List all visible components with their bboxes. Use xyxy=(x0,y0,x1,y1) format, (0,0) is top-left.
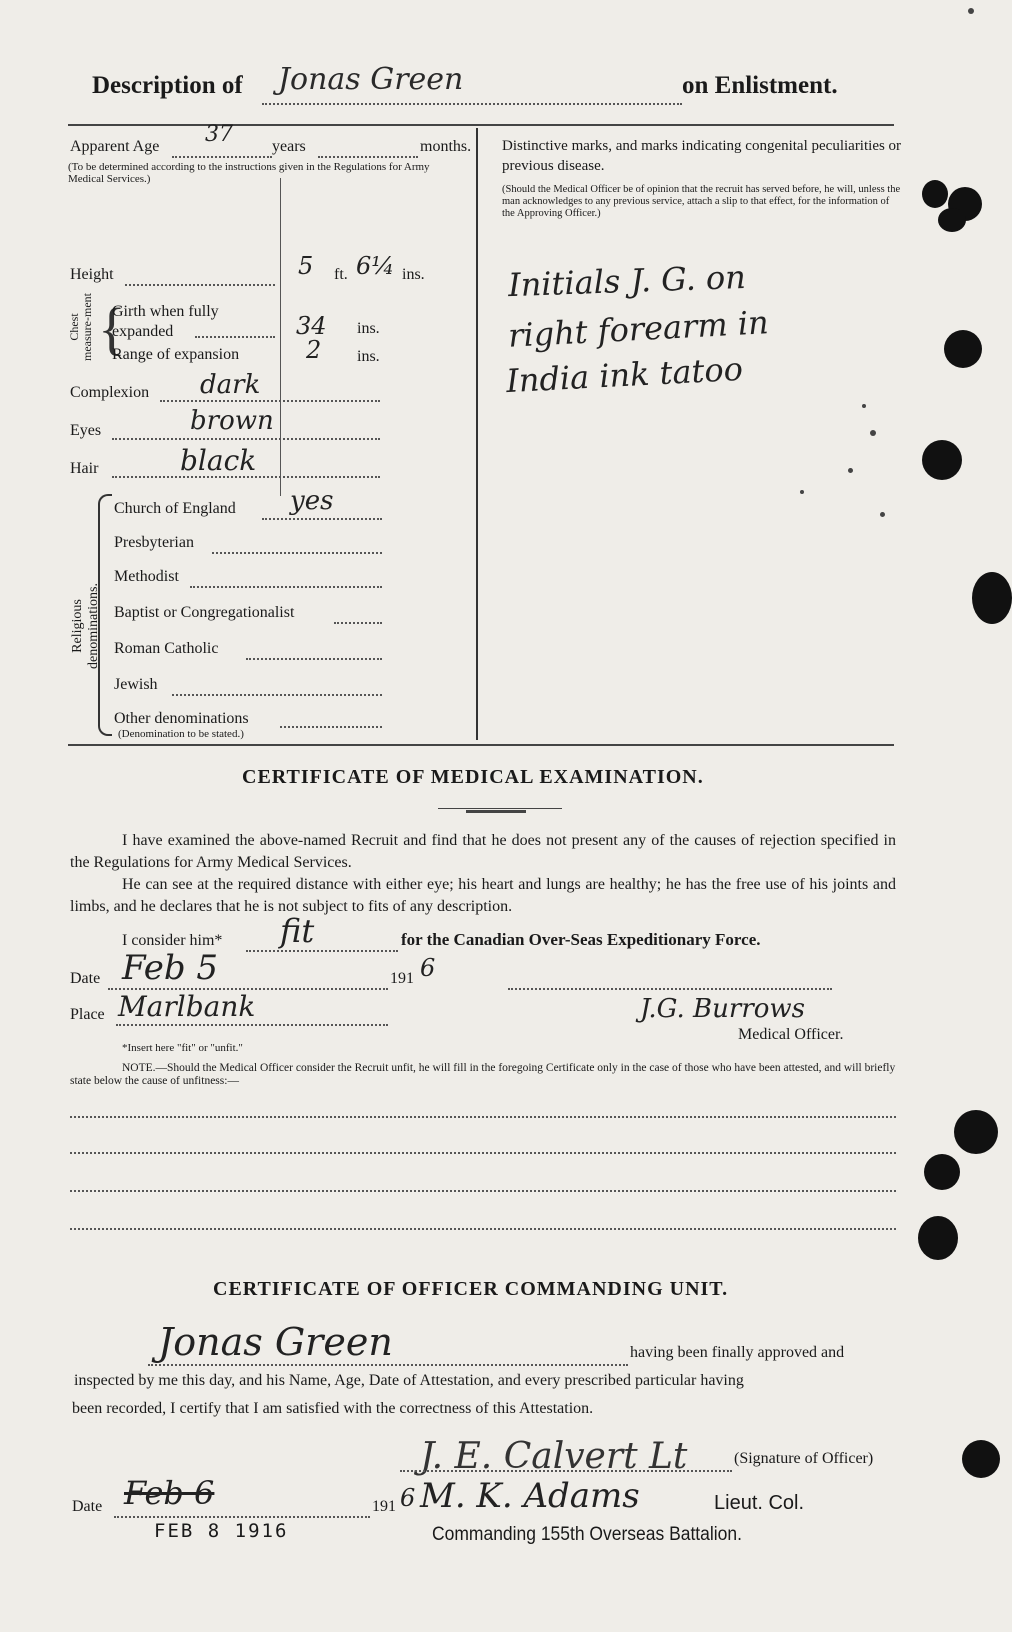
signature-dots xyxy=(400,1470,732,1472)
title-description-of: Description of xyxy=(92,72,243,99)
header-rule xyxy=(68,124,894,126)
punch-hole xyxy=(962,1440,1000,1478)
punch-hole xyxy=(954,1110,998,1154)
column-divider xyxy=(476,128,478,740)
religion-item-label: Jewish xyxy=(114,676,158,693)
section-rule xyxy=(68,744,894,746)
marks-handwritten-line: right forearm in xyxy=(507,303,770,355)
consider-dots xyxy=(246,950,398,952)
punch-hole xyxy=(938,208,966,232)
ink-speck xyxy=(870,430,876,436)
commanding-date-value: Feb 6 xyxy=(124,1474,215,1512)
unfitness-line xyxy=(70,1152,896,1154)
religion-dots xyxy=(212,552,382,554)
medical-certificate-title: CERTIFICATE OF MEDICAL EXAMINATION. xyxy=(242,766,704,788)
name-underline xyxy=(262,103,682,105)
title-rule xyxy=(438,808,562,809)
unfitness-line xyxy=(70,1228,896,1230)
medical-paragraph-2: He can see at the required distance with either eye; his heart and lungs are healthy; he has the free use of his joints and limbs, and he declares that he is not subject to fits of any description. xyxy=(70,876,896,915)
apparent-age-value: 37 xyxy=(205,122,233,147)
received-date-stamp: FEB 8 1916 xyxy=(154,1520,289,1542)
height-dots xyxy=(125,284,275,286)
religion-dots xyxy=(280,726,382,728)
religion-dots xyxy=(190,586,382,588)
place-value: Marlbank xyxy=(118,990,256,1023)
commanding-line-3: been recorded, I certify that I am satisfied with the correctness of this Attestation. xyxy=(72,1400,594,1417)
insert-note: *Insert here "fit" or "unfit." xyxy=(122,1042,243,1054)
commanding-year-prefix: 191 xyxy=(372,1498,396,1515)
height-label: Height xyxy=(70,266,114,283)
hair-label: Hair xyxy=(70,460,99,477)
commanding-unit-stamp: Commanding 155th Overseas Battalion. xyxy=(432,1524,742,1545)
value-column-divider xyxy=(280,178,281,496)
religion-dots xyxy=(246,658,382,660)
hair-value: black xyxy=(180,444,257,477)
punch-hole xyxy=(918,1216,958,1260)
chest-brace: { xyxy=(98,296,126,361)
force-label: for the Canadian Over-Seas Expeditionary Force. xyxy=(401,930,761,949)
apparent-age-label: Apparent Age xyxy=(70,138,160,155)
unfitness-line xyxy=(70,1190,896,1192)
ink-speck xyxy=(880,512,885,517)
medical-date-value: Feb 5 xyxy=(122,948,219,988)
place-label: Place xyxy=(70,1006,105,1023)
denomination-note: (Denomination to be stated.) xyxy=(118,728,244,740)
girth-label: Girth when fully expanded xyxy=(112,303,219,340)
eyes-label: Eyes xyxy=(70,422,102,439)
title-rule-center xyxy=(466,810,526,813)
ft-label: ft. xyxy=(334,266,348,283)
girth-ins-label: ins. xyxy=(357,320,380,337)
consider-value: fit xyxy=(280,912,315,950)
medical-year-prefix: 191 xyxy=(390,970,414,987)
eyes-value: brown xyxy=(190,406,274,436)
religion-dots xyxy=(334,622,382,624)
hair-dots xyxy=(112,476,380,478)
unfitness-line xyxy=(70,1116,896,1118)
marks-handwritten-line: India ink tatoo xyxy=(505,349,744,401)
height-in-value: 6¼ xyxy=(356,252,395,280)
punch-hole xyxy=(922,180,948,208)
religion-item-value: yes xyxy=(290,486,334,516)
punch-hole xyxy=(924,1154,960,1190)
unfitness-note: NOTE.—Should the Medical Officer consider the Recruit unfit, he will fill in the foregoing Certificate only in the case of those who have been attested, and will briefly state below the cause of unfitness:— xyxy=(70,1062,896,1087)
commanding-line-2: inspected by me this day, and his Name, Age, Date of Attestation, and every prescribed particular having xyxy=(74,1372,744,1389)
ins-label: ins. xyxy=(402,266,425,283)
complexion-dots xyxy=(160,400,380,402)
girth-dots xyxy=(195,336,275,338)
religion-item-label: Methodist xyxy=(114,568,179,585)
officer-signature-handwritten: J. E. Calvert Lt xyxy=(420,1436,688,1477)
marks-handwritten-line: Initials J. G. on xyxy=(507,257,747,305)
months-label: months. xyxy=(420,138,472,155)
range-label: Range of expansion xyxy=(112,346,240,363)
commanding-rank: Lieut. Col. xyxy=(714,1492,805,1514)
medical-officer-signature: J.G. Burrows xyxy=(640,994,806,1024)
title-on-enlistment: on Enlistment. xyxy=(682,72,838,99)
religious-denominations-label: Religious denominations. xyxy=(70,583,101,669)
commanding-date-label: Date xyxy=(72,1498,103,1515)
commanding-officer-name: M. K. Adams xyxy=(420,1476,640,1516)
months-dots xyxy=(318,156,418,158)
height-ft-value: 5 xyxy=(298,252,314,280)
ink-speck xyxy=(968,8,974,14)
signature-of-officer-label: (Signature of Officer) xyxy=(734,1450,874,1467)
range-ins-label: ins. xyxy=(357,348,380,365)
complexion-label: Complexion xyxy=(70,384,150,401)
commanding-line-1-end: having been finally approved and xyxy=(630,1344,845,1361)
religion-brace xyxy=(98,494,112,736)
consider-label: I consider him* xyxy=(122,932,223,949)
religion-dots xyxy=(262,518,382,520)
religion-item-label: Baptist or Congregationalist xyxy=(114,604,295,621)
marks-heading: Distinctive marks, and marks indicating congenital peculiarities or previous disease. xyxy=(502,138,902,174)
ink-speck xyxy=(800,490,804,494)
religion-item-label: Other denominations xyxy=(114,710,249,727)
age-dots xyxy=(172,156,272,158)
commanding-date-dots xyxy=(114,1516,370,1518)
complexion-value: dark xyxy=(200,370,261,400)
religion-item-label: Church of England xyxy=(114,500,236,517)
years-label: years xyxy=(272,138,306,155)
signature-dots-top xyxy=(508,988,832,990)
place-dots xyxy=(116,1024,388,1026)
age-note: (To be determined according to the instructions given in the Regulations for Army Medical Services.) xyxy=(68,161,430,185)
ink-speck xyxy=(848,468,853,473)
range-value: 2 xyxy=(306,336,322,364)
girth-value: 34 xyxy=(296,312,327,340)
ink-speck xyxy=(862,404,866,408)
medical-date-label: Date xyxy=(70,970,101,987)
punch-hole xyxy=(972,572,1012,624)
religion-item-label: Presbyterian xyxy=(114,534,194,551)
recruit-name-dots xyxy=(148,1364,628,1366)
medical-year-digit: 6 xyxy=(420,954,436,982)
commanding-recruit-name: Jonas Green xyxy=(158,1320,393,1364)
eyes-dots xyxy=(112,438,380,440)
handwritten-name: Jonas Green xyxy=(278,62,464,97)
religion-item-label: Roman Catholic xyxy=(114,640,219,657)
medical-paragraph-1: I have examined the above-named Recruit and find that he does not present any of the causes of rejection specified in the Regulations for Army Medical Services. xyxy=(70,832,896,871)
punch-hole xyxy=(922,440,962,480)
chest-measurement-label: Chest measure-ment xyxy=(67,293,94,361)
punch-hole xyxy=(944,330,982,368)
marks-note: (Should the Medical Officer be of opinion that the recruit has served before, he will, unless the man acknowledges to any previous service, attach a slip to that effect, for the information of the Approving Officer.) xyxy=(502,184,901,219)
medical-officer-label: Medical Officer. xyxy=(738,1026,844,1043)
commanding-year-digit: 6 xyxy=(400,1484,416,1512)
commanding-certificate-title: CERTIFICATE OF OFFICER COMMANDING UNIT. xyxy=(213,1278,729,1300)
religion-dots xyxy=(172,694,382,696)
